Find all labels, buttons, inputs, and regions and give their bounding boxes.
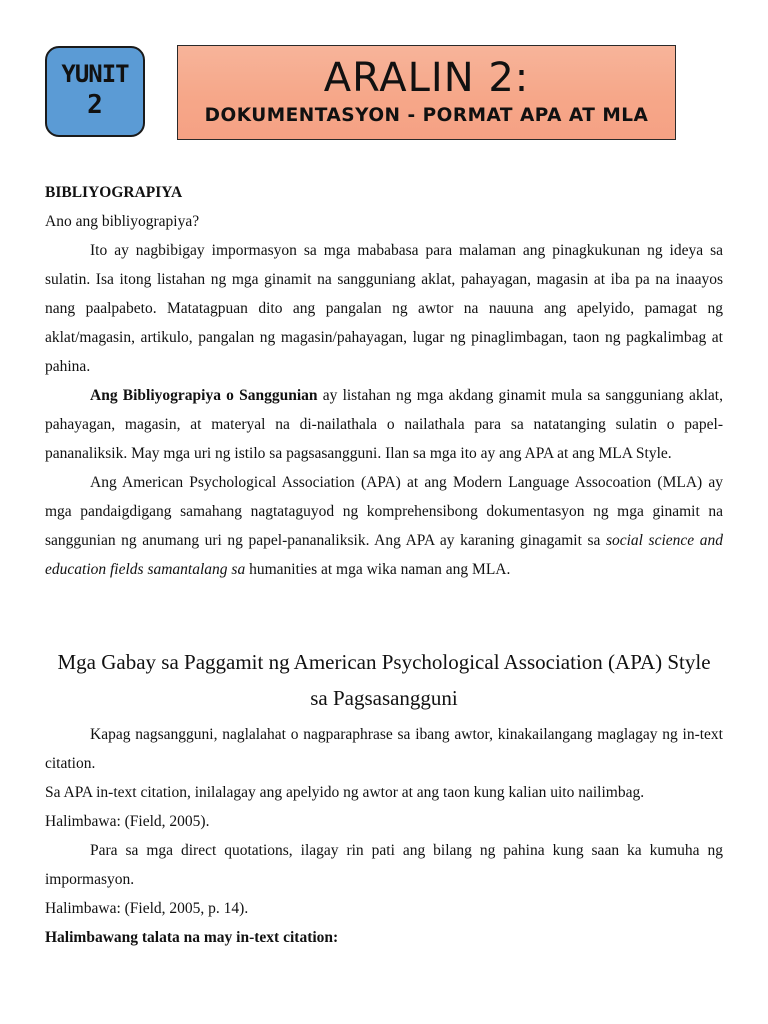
paragraph-sanggunian	[45, 381, 723, 468]
unit-label: YUNIT	[61, 60, 129, 88]
italic-phrase: social science and education fields samantalang sa	[45, 532, 723, 578]
paragraph-apa-rule: Sa APA in-text citation, inilalagay ang apelyido ng awtor at ang taon kung kalian uito nailimbag.	[45, 784, 645, 801]
bold-term: Ang Bibliyograpiya o Sanggunian	[90, 387, 318, 404]
example-line-2: Halimbawa: (Field, 2005, p. 14).	[45, 900, 249, 917]
paragraph-text: humanities at mga wika naman ang MLA.	[245, 561, 511, 578]
lesson-title-banner	[177, 45, 676, 140]
heading-line-2: sa Pagsasangguni	[310, 686, 458, 710]
paragraph-apa-mla	[45, 468, 723, 584]
paragraph-direct-quotes: Para sa mga direct quotations, ilagay rin pati ang bilang ng pahina kung saan ka kumuha ng impormasyon.	[45, 842, 723, 888]
unit-number: 2	[87, 90, 103, 120]
paragraph-text: Ang American Psychological Association (APA) at ang Modern Language Assocoation (MLA) ay mga pandaigdigang samahang nagtataguyod ng komprehensibong dokumentasyon ng mga ginamit na sanggunian ng anumang uri ng papel-pananaliksik. Ang APA ay karaning ginagamit sa	[45, 474, 723, 549]
section-heading-bibliyograpiya: BIBLIYOGRAPIYA	[45, 184, 183, 201]
lesson-title: ARALIN 2:	[323, 55, 530, 101]
paragraph-definition: Ito ay nagbibigay impormasyon sa mga mababasa para malaman ang pinagkukunan ng ideya sa sulatin. Isa itong listahan ng mga ginamit na sangguniang aklat, pahayagan, magasin at iba pa na inaayos nang paalpabeto. Matatagpuan dito ang pangalan ng awtor na nauuna ang apelyido, pamagat ng aklat/magasin, artikulo, pangalan ng magasin/pahayagan, lugar ng pinaglimbagan, taon ng pagkalimbag at pahina.	[45, 242, 723, 375]
example-line-1: Halimbawa: (Field, 2005).	[45, 813, 210, 830]
paragraph-in-text-citation: Kapag nagsangguni, naglalahat o nagparaphrase sa ibang awtor, kinakailangang maglagay ng in-text citation.	[45, 726, 723, 772]
heading-line-1: Mga Gabay sa Paggamit ng American Psychological Association (APA) Style	[57, 650, 711, 674]
paragraph-text: ay listahan ng mga akdang ginamit mula sa sangguniang aklat, pahayagan, magasin, at materyal na di-nailathala o nailathala para sa natatanging sulatin o papel-pananaliksik. May mga uri ng istilo sa pagsasangguni. Ilan sa mga ito ay ang APA at ang MLA Style.	[45, 387, 723, 462]
question-line: Ano ang bibliyograpiya?	[45, 213, 200, 230]
closing-heading: Halimbawang talata na may in-text citation:	[45, 929, 339, 946]
section-heading-apa-guide	[45, 644, 723, 716]
unit-badge	[45, 46, 145, 137]
lesson-subtitle: DOKUMENTASYON - PORMAT APA AT MLA	[204, 105, 649, 126]
spacer	[45, 584, 723, 644]
document-body	[45, 178, 723, 952]
